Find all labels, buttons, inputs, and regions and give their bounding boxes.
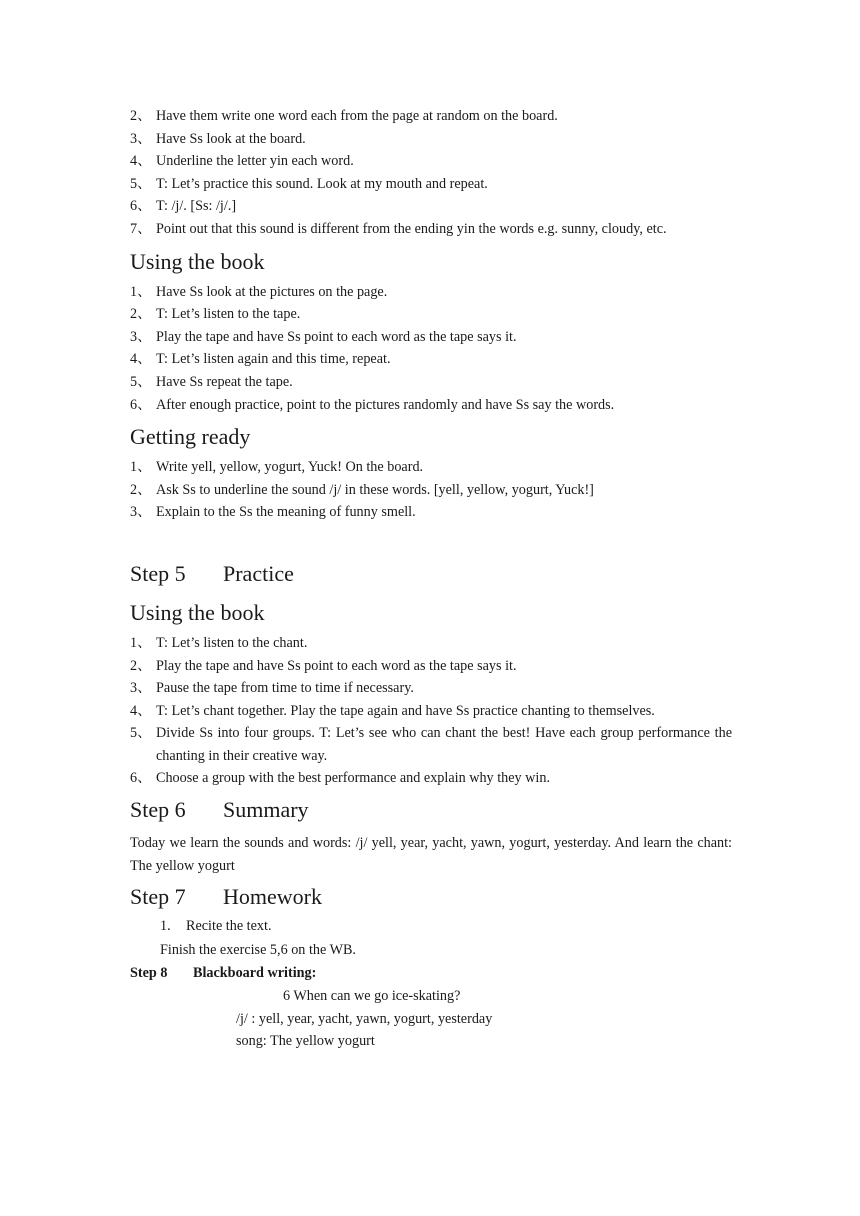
- step5-title: Practice: [223, 560, 294, 586]
- step7-number: Step 7: [130, 884, 186, 910]
- list-item: [130, 348, 732, 371]
- list-item-text: Pause the tape from time to time if necessary.: [156, 680, 414, 697]
- intro-list: [130, 105, 732, 241]
- list-item: [130, 456, 732, 479]
- list-item-text: Have them write one word each from the page at random on the board.: [156, 108, 558, 124]
- list-item: [130, 218, 732, 241]
- step5-heading: [130, 560, 732, 588]
- list-item: [130, 767, 732, 790]
- list-item-text: T: Let’s practice this sound. Look at my mouth and repeat.: [156, 175, 488, 192]
- list-item-number: 2、: [130, 481, 152, 498]
- list-item-number: 5、: [130, 725, 152, 742]
- list-item: [130, 479, 732, 502]
- step6-heading: [130, 796, 732, 824]
- list-item-text: T: Let’s listen again and this time, repeat.: [156, 351, 391, 368]
- document-page: [130, 105, 732, 1053]
- step8-number: Step 8: [130, 965, 168, 982]
- list-item: [130, 700, 732, 723]
- using-book-heading: Using the book: [130, 248, 265, 274]
- step7-title: Homework: [223, 884, 322, 910]
- blackboard-line-words: /j/ : yell, year, yacht, yawn, yogurt, yesterday: [236, 1010, 493, 1027]
- list-item-number: 1、: [130, 459, 152, 476]
- list-item-number: 5、: [130, 175, 152, 192]
- list-item-number: 6、: [130, 770, 152, 787]
- list-item-number: 2、: [130, 306, 152, 323]
- using-book-2-heading: Using the book: [130, 599, 265, 625]
- list-item-text: T: /j/. [Ss: /j/.]: [156, 198, 237, 215]
- homework-item-1-text: Recite the text.: [186, 918, 272, 935]
- list-item: [130, 281, 732, 304]
- list-item-text: Ask Ss to underline the sound /j/ in these words. [yell, yellow, yogurt, Yuck!]: [156, 481, 594, 498]
- getting-ready-list: [130, 456, 732, 524]
- list-item: [130, 722, 732, 767]
- list-item-text: T: Let’s chant together. Play the tape again and have Ss practice chanting to themselves.: [156, 702, 655, 719]
- step6-number: Step 6: [130, 797, 186, 823]
- list-item: [130, 677, 732, 700]
- list-item-text: Have Ss repeat the tape.: [156, 373, 293, 390]
- list-item: [130, 394, 732, 417]
- list-item-text: T: Let’s listen to the tape.: [156, 306, 301, 323]
- list-item-text: Write yell, yellow, yogurt, Yuck! On the board.: [156, 459, 424, 476]
- list-item-text: Play the tape and have Ss point to each word as the tape says it.: [156, 328, 517, 345]
- homework-item-1-number: 1.: [160, 918, 171, 935]
- using-book-list: [130, 281, 732, 417]
- step5-number: Step 5: [130, 560, 186, 586]
- list-item-number: 7、: [130, 220, 152, 237]
- step8-heading: [130, 962, 732, 985]
- list-item-number: 6、: [130, 396, 152, 413]
- list-item: [130, 173, 732, 196]
- list-item: [130, 105, 732, 128]
- list-item-number: 1、: [130, 634, 152, 651]
- list-item-number: 2、: [130, 108, 152, 124]
- list-item-text: Play the tape and have Ss point to each word as the tape says it.: [156, 657, 517, 674]
- list-item-number: 4、: [130, 153, 152, 170]
- homework-item-1: [130, 915, 732, 938]
- using-book-2-list: [130, 632, 732, 790]
- list-item-number: 6、: [130, 198, 152, 215]
- list-item: [130, 632, 732, 655]
- step7-heading: [130, 883, 732, 911]
- list-item-number: 2、: [130, 657, 152, 674]
- list-item-number: 4、: [130, 351, 152, 368]
- list-item-number: 5、: [130, 373, 152, 390]
- step6-title: Summary: [223, 797, 309, 823]
- list-item-number: 3、: [130, 680, 152, 697]
- list-item-text: After enough practice, point to the pictures randomly and have Ss say the words.: [156, 396, 615, 413]
- list-item: [130, 195, 732, 218]
- list-item-number: 3、: [130, 504, 152, 521]
- list-item: [130, 326, 732, 349]
- list-item-number: 1、: [130, 283, 152, 300]
- list-item: [130, 371, 732, 394]
- list-item-text: Divide Ss into four groups. T: Let’s see who can chant the best! Have each group performance the chanting in their creative way.: [156, 725, 732, 764]
- list-item: [130, 128, 732, 151]
- list-item-number: 3、: [130, 130, 152, 147]
- list-item-text: Explain to the Ss the meaning of funny smell.: [156, 504, 416, 521]
- list-item-text: Have Ss look at the pictures on the page.: [156, 283, 388, 300]
- list-item: [130, 150, 732, 173]
- blackboard-line-title: 6 When can we go ice-skating?: [283, 988, 461, 1005]
- list-item-text: T: Let’s listen to the chant.: [156, 634, 308, 651]
- list-item-text: Point out that this sound is different from the ending yin the words e.g. sunny, cloudy, etc.: [156, 220, 667, 237]
- summary-paragraph: Today we learn the sounds and words: /j/ yell, year, yacht, yawn, yogurt, yesterday. And learn the chant: The yellow yogurt: [130, 835, 732, 875]
- step8-title: Blackboard writing:: [193, 965, 317, 982]
- list-item-text: Have Ss look at the board.: [156, 130, 306, 147]
- list-item-text: Underline the letter yin each word.: [156, 153, 354, 170]
- list-item: [130, 655, 732, 678]
- list-item: [130, 303, 732, 326]
- list-item-number: 4、: [130, 702, 152, 719]
- list-item-text: Choose a group with the best performance and explain why they win.: [156, 770, 550, 787]
- blackboard-line-song: song: The yellow yogurt: [236, 1033, 375, 1050]
- homework-item-2: Finish the exercise 5,6 on the WB.: [160, 942, 356, 959]
- getting-ready-heading: Getting ready: [130, 424, 251, 450]
- list-item-number: 3、: [130, 328, 152, 345]
- list-item: [130, 501, 732, 524]
